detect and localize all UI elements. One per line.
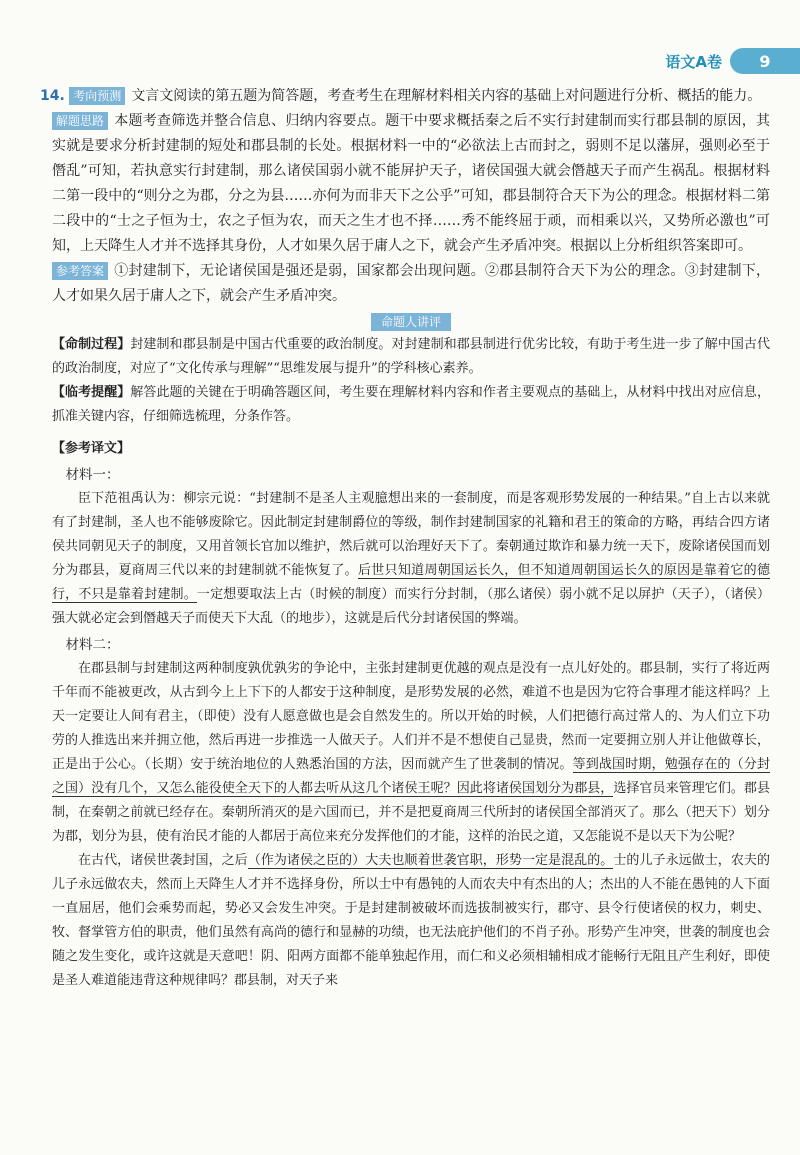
translation-label-row (52, 437, 770, 461)
question-number: 14. (40, 88, 65, 104)
page-number: 9 (730, 48, 800, 74)
reminder-label: 【临考提醒】 (52, 385, 131, 400)
m2p1-part-a: 在郡县制与封建制这两种制度孰优孰劣的争论中，主张封建制更优越的观点是没有一点儿好处的。郡县制，实行了将近两千年而不能被更改，从古到今上上下下的人都安于这种制度，是形势发展的必然，难道不也是因为它符合事理才能这样吗？上天一定要让人间有君主，（即使）没有人愿意做也是会自然发生的。所以开始的时候，人们把德行高过常人的、为人们立下功劳的人推选出来并拥立他，然后再进一步推选一人做天子。人们并不是不想使自己显贵，然而一定要拥立别人并让他做尊长，正是出于公心。（长期）安于统治地位的人熟悉治国的方法，因而就产生了世袭制的情况。 (52, 661, 770, 772)
question-14 (40, 84, 770, 109)
tag-forecast: 考向预测 (69, 87, 125, 105)
approach-block (52, 109, 770, 259)
reminder-text: 解答此题的关键在于明确答题区间，考生要在理解材料内容和作者主要观点的基础上，从材料中找出对应信息，抓准关键内容，仔细筛选梳理，分条作答。 (52, 385, 770, 424)
material-2-title: 材料二： (65, 637, 120, 653)
lecture-tag-row (52, 311, 770, 331)
m2p2-part-b: 士的儿子永远做士，农夫的儿子永远做农夫，然而上天降生人才并不选择身份，所以士中有愚钝的人而农夫中有杰出的人；杰出的人不能在愚钝的人下面一直屈居，他们会乘势而起，势必又会发生冲突。于是封建制被破坏而选拔制被实行，郡守、县令行使诸侯的权力，刺史、牧、督掌管方伯的职责，他们虽然有高尚的德行和显赫的功绩，也无法庇护他们的不肖子孙。形势产生冲突，世袭的制度也会随之发生变化，或许这就是天意吧！阴、阳两方面都不能单独起作用，而仁和义必须相辅相成才能畅行无阻且产生利好，即使是圣人难道能违背这种规律吗？郡县制，对天子来 (52, 853, 770, 988)
page-header (665, 48, 800, 74)
m1-underlined: 后世只知道周朝国运长久，但不知道周朝国运长久的原因是靠着它的德行，不只是靠着封建制。 (52, 563, 770, 602)
reminder-block (52, 381, 770, 429)
header-title: 语文A卷 (665, 52, 722, 71)
question-14-text: 文言文阅读的第五题为简答题，考查考生在理解材料相关内容的基础上对问题进行分析、概括的能力。 (131, 88, 762, 104)
answer-text: ①封建制下，无论诸侯国是强还是弱，国家都会出现问题。②郡县制符合天下为公的理念。③封建制下，人才如果久居于庸人之下，就会产生矛盾冲突。 (52, 263, 770, 304)
m2p2-part-a: 在古代，诸侯世袭封国，之后 (78, 853, 248, 868)
approach-text: 本题考查筛选并整合信息、归纳内容要点。题干中要求概括秦之后不实行封建制而实行郡县制的原因，其实就是要求分析封建制的短处和郡县制的长处。根据材料一中的“必欲法上古而封之，弱则不足以藩屏，强则必至于僭乱”可知，若执意实行封建制，那么诸侯国弱小就不能屏护天子，诸侯国强大就会僭越天子而产生祸乱。根据材料二第一段中的“则分之为郡，分之为县……亦何为而非天下之公乎”可知，郡县制符合天下为公的理念。根据材料二第二段中的“士之子恒为士，农之子恒为农，而天之生才也不择……秀不能终屈于顽，而相乘以兴，又势所必激也”可知，上天降生人才并不选择其身份，人才如果久居于庸人之下，就会产生矛盾冲突。根据以上分析组织答案即可。 (52, 113, 770, 254)
translation-label: 【参考译文】 (52, 441, 131, 456)
m2p1-underlined: 等到战国时期，勉强存在的（分封之国）没有几个，又怎么能役使全天下的人都去听从这几个诸侯王呢？因此将诸侯国划分为郡县， (52, 757, 770, 796)
tag-approach: 解题思路 (52, 112, 108, 130)
material-1-title: 材料一： (65, 467, 120, 483)
m2p2-underlined: （作为诸侯之臣的）大夫也顺着世袭官职，形势一定是混乱的。 (247, 853, 614, 868)
m2p1-part-b: 选择官员来管理它们。郡县制，在秦朝之前就已经存在。秦朝所消灭的是六国而已，并不是把夏商周三代所封的诸侯国全部消灭了。那么（把天下）划分为郡，划分为县，使有治民才能的人都居于高位来充分发挥他们的才能，这样的治民之道，又怎能说不是以天下为公呢？ (52, 781, 770, 844)
m1-part-b: 一定想要取法上古（时候的制度）而实行分封制，（那么诸侯）弱小就不足以屏护（天子），（诸侯）强大就必定会到僭越天子而使天下大乱（的地步），这就是后代分封诸侯国的弊端。 (52, 587, 770, 626)
answer-block (52, 259, 770, 309)
material-1-text (52, 487, 770, 631)
process-text: 封建制和郡县制是中国古代重要的政治制度。对封建制和郡县制进行优劣比较，有助于考生进一步了解中国古代的政治制度，对应了“文化传承与理解”“思维发展与提升”的学科核心素养。 (52, 337, 770, 376)
material-2-para-1 (52, 657, 770, 849)
tag-answer: 参考答案 (52, 262, 108, 280)
m1-part-a: 臣下范祖禹认为：柳宗元说：“封建制不是圣人主观臆想出来的一套制度，而是客观形势发展的一种结果。”自上古以来就有了封建制，圣人也不能够废除它。因此制定封建制爵位的等级，制作封建制国家的礼籍和君王的策命的方略，再结合四方诸侯共同朝见天子的制度，又用首领长官加以维护，然后就可以治理好天下了。秦朝通过欺诈和暴力统一天下，废除诸侯国而划分为郡县，夏商周三代以来的封建制就不能恢复了。 (52, 491, 770, 578)
process-label: 【命制过程】 (52, 337, 131, 352)
tag-lecture: 命题人讲评 (371, 313, 451, 331)
material-2-para-2 (52, 849, 770, 993)
page-content (40, 84, 770, 993)
process-block (52, 333, 770, 381)
